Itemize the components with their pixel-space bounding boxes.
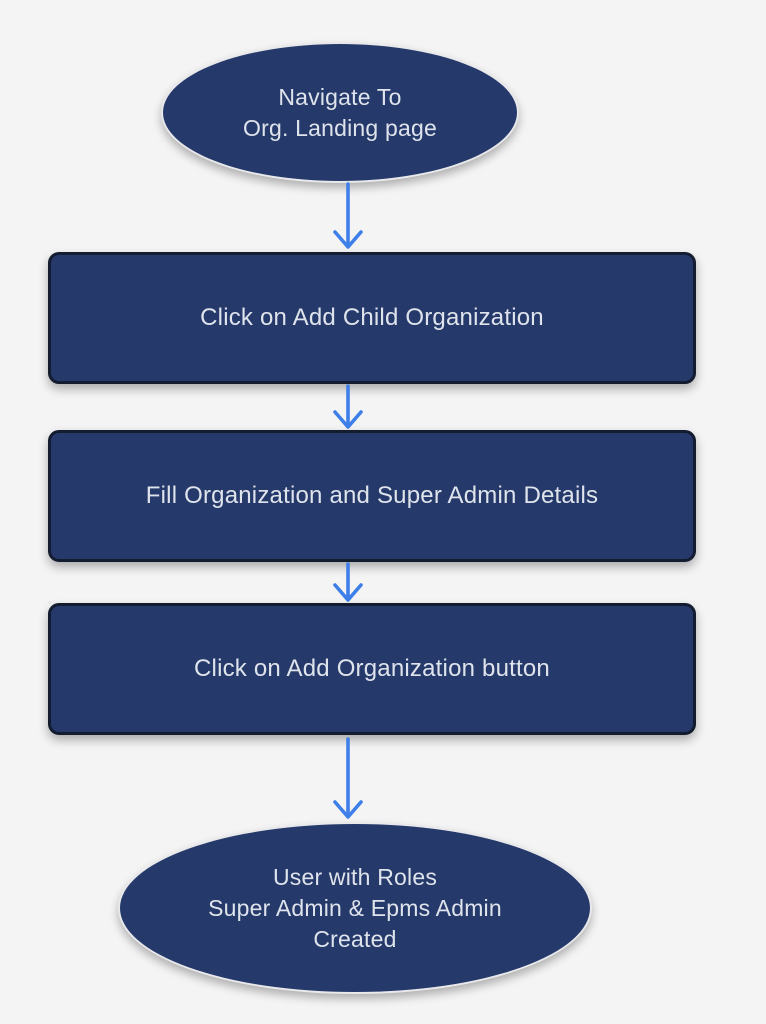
arrow-down-connector-2 <box>328 386 368 432</box>
step-3-label: Click on Add Organization button <box>194 655 550 682</box>
step-2-label: Fill Organization and Super Admin Details <box>145 482 599 509</box>
flow-step-3-box <box>48 603 696 735</box>
arrow-down-connector-3 <box>328 564 368 605</box>
end-node-label-line3: Created <box>313 925 397 952</box>
end-node-label-line1: User with Roles <box>272 863 438 890</box>
step-1-label: Click on Add Child Organization <box>200 304 544 331</box>
start-node-label-line1: Navigate To <box>278 83 402 110</box>
arrow-down-connector-4 <box>328 739 368 822</box>
flow-step-2-box <box>48 430 696 562</box>
flow-step-1-box <box>48 252 696 384</box>
arrow-down-connector-1 <box>328 184 368 252</box>
end-node-label-line2: Super Admin & Epms Admin <box>208 894 502 921</box>
flow-start-node <box>161 42 519 183</box>
flow-end-node <box>118 822 592 994</box>
start-node-label-line2: Org. Landing page <box>243 114 437 141</box>
